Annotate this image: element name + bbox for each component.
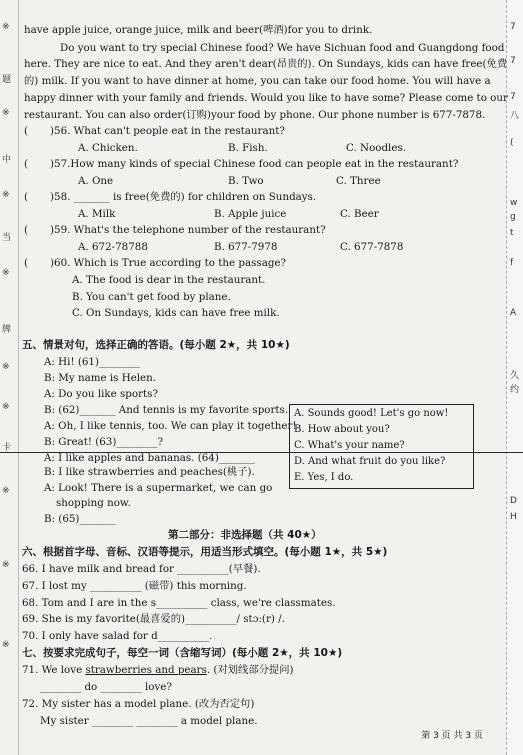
option: C. Three <box>336 175 381 187</box>
margin-mark: 卡 <box>2 443 12 453</box>
fill-item: 67. I lost my __________ (磁带) this morning. <box>22 580 247 592</box>
option: C. Noodles. <box>346 142 407 154</box>
margin-mark: 7 <box>510 56 516 66</box>
section-title: 五、情景对句，选择正确的答语。(每小题 2★，共 10★) <box>22 339 290 351</box>
option: C. 677-7878 <box>340 241 404 253</box>
fill-item: 69. She is my favorite(最喜爱的)__________/ stɔ:(r) /. <box>22 613 285 625</box>
option: B. 677-7978 <box>214 241 278 253</box>
margin-mark: ※ <box>2 108 10 118</box>
box-option: C. What's your name? <box>294 440 405 451</box>
margin-mark: 八 <box>510 111 520 121</box>
margin-mark: A <box>510 308 517 318</box>
passage-line: 的) milk. If you want to have dinner at home, you can take our food home. You will have a <box>24 75 491 87</box>
option: C. On Sundays, kids can have free milk. <box>72 307 280 319</box>
box-option: A. Sounds good! Let's go now! <box>294 408 449 419</box>
answer-blank[interactable]: ________ do ________ love? <box>40 681 172 693</box>
dialog-line: B: I like strawberries and peaches(桃子). <box>44 466 255 478</box>
right-page-edge <box>506 0 523 755</box>
question-72: 72. My sister has a model plane. (改为否定句) <box>22 698 255 710</box>
question-57: )57.How many kinds of special Chinese food can people eat in the restaurant? <box>50 158 459 170</box>
fill-item: 66. I have milk and bread for __________(早餐). <box>22 563 261 575</box>
margin-mark: f <box>510 258 514 268</box>
section-title: 七、按要求完成句子，每空一词（含缩写词）(每小题 2★，共 10★) <box>22 647 343 659</box>
answer-options-box <box>289 404 474 489</box>
dialog-line: A: I like apples and bananas. (64)_______ <box>44 452 255 464</box>
passage-line: have apple juice, orange juice, milk and beer(啤酒)for you to drink. <box>24 24 373 36</box>
margin-mark: w <box>510 198 518 208</box>
option: C. Beer <box>340 208 379 220</box>
question-59: )59. What's the telephone number of the restaurant? <box>50 224 326 236</box>
dialog-line: A: Do you like sports? <box>44 388 158 400</box>
answer-paren[interactable]: ( <box>24 191 29 203</box>
margin-mark: ※ <box>2 640 10 650</box>
margin-mark: 久 <box>510 371 520 381</box>
margin-mark: ※ <box>2 190 10 200</box>
margin-mark: 当 <box>2 233 12 243</box>
margin-mark: 中 <box>2 155 12 165</box>
option: A. Chicken. <box>78 142 138 154</box>
margin-mark: 7 <box>510 92 516 102</box>
fill-item: 70. I only have salad for d__________. <box>22 630 213 642</box>
dialog-line: A: Hi! (61)________ <box>44 356 141 368</box>
margin-mark: 约 <box>510 385 520 395</box>
margin-mark: ※ <box>2 362 10 372</box>
option: B. Two <box>228 175 264 187</box>
answer-paren[interactable]: ( <box>24 257 29 269</box>
margin-mark: D <box>510 496 517 506</box>
answer-paren[interactable]: ( <box>24 125 29 137</box>
part-title: 第二部分：非选择题（共 40★） <box>168 529 322 541</box>
dialog-line: B: My name is Helen. <box>44 372 157 384</box>
passage-line: Do you want to try special Chinese food? We have Sichuan food and Guangdong food <box>60 42 505 54</box>
dialog-line: A: Look! There is a supermarket, we can go <box>44 482 273 494</box>
margin-mark: ※ <box>2 560 10 570</box>
option: B. Apple juice <box>214 208 287 220</box>
dialog-line: B: (62)_______ And tennis is my favorite sports. <box>44 404 289 416</box>
answer-paren[interactable]: ( <box>24 158 29 170</box>
margin-mark: ※ <box>2 486 10 496</box>
option: A. Milk <box>78 208 116 220</box>
margin-mark: g <box>510 212 516 222</box>
box-option: E. Yes, I do. <box>294 472 354 483</box>
passage-line: happy dinner with your family and friends. Would you like to have some? Please come to our <box>24 92 508 104</box>
margin-mark: H <box>510 512 517 522</box>
dialog-line: B: (65)_______ <box>44 513 116 525</box>
box-option: B. How about you? <box>294 424 390 435</box>
page-fold-line <box>0 452 523 453</box>
page-number: 第 3 页 共 3 页 <box>421 731 483 741</box>
box-option: D. And what fruit do you like? <box>294 456 446 467</box>
option: B. You can't get food by plane. <box>72 291 231 303</box>
section-title: 六、根据首字母、音标、汉语等提示，用适当形式填空。(每小题 1★，共 5★) <box>22 546 388 558</box>
passage-line: here. They are nice to eat. And they aren't dear(昂贵的). On Sundays, kids can have free(免费 <box>24 58 508 70</box>
dialog-line: A: Oh, I like tennis, too. We can play it together! <box>44 420 297 432</box>
margin-mark: ※ <box>2 22 10 32</box>
question-60: )60. Which is True according to the passage? <box>50 257 287 269</box>
margin-mark: ※ <box>2 268 10 278</box>
passage-line: restaurant. You can also order(订购)your food by phone. Our phone number is 677-7878. <box>24 109 486 121</box>
dialog-line: shopping now. <box>56 497 131 509</box>
option: A. 672-78788 <box>78 241 148 253</box>
fill-item: 68. Tom and I are in the s__________ class, we're classmates. <box>22 597 336 609</box>
option: B. Fish. <box>228 142 268 154</box>
margin-mark: t <box>510 228 514 238</box>
margin-mark: ( <box>510 138 514 148</box>
option: A. The food is dear in the restaurant. <box>72 274 266 286</box>
answer-paren[interactable]: ( <box>24 224 29 236</box>
question-71: 71. We love strawberries and pears. (对划线部分提问) <box>22 664 294 676</box>
left-binding-margin <box>0 0 19 755</box>
margin-mark: ※ <box>2 402 10 412</box>
answer-blank[interactable]: My sister ________ ________ a model plane. <box>40 715 258 727</box>
question-58: )58. _______ is free(免费的) for children on Sundays. <box>50 191 317 203</box>
margin-mark: 7 <box>510 22 516 32</box>
dialog-line: B: Great! (63)________? <box>44 436 164 448</box>
option: A. One <box>78 175 114 187</box>
question-56: )56. What can't people eat in the restaurant? <box>50 125 285 137</box>
margin-mark: 牌 <box>2 325 12 335</box>
margin-mark: 题 <box>2 75 12 85</box>
